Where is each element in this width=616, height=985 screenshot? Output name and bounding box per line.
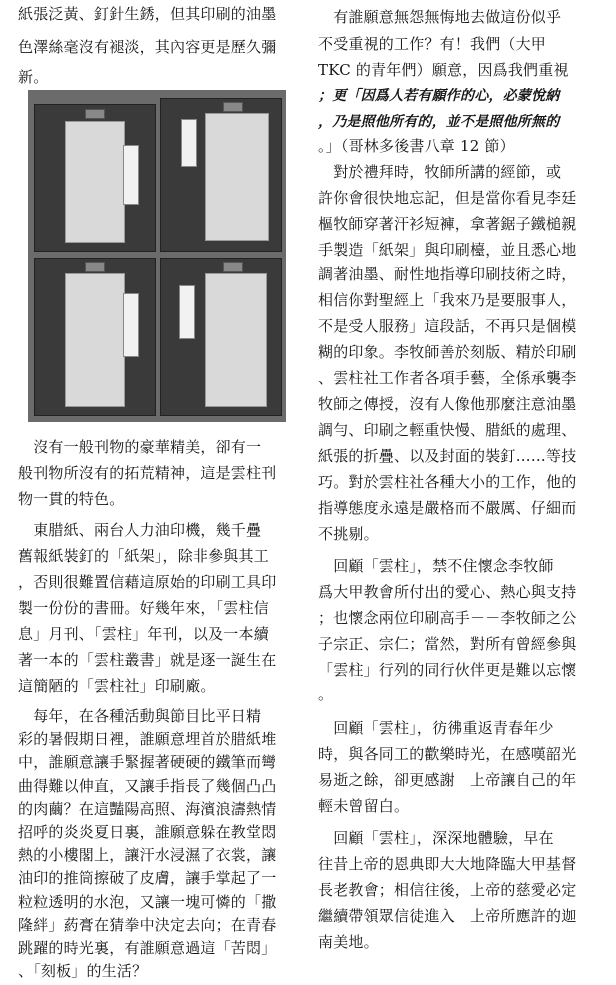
text-line: 長老教會；相信往後，上帝的慈愛必定 <box>318 881 577 899</box>
spine-label <box>123 293 139 357</box>
text-line: 沒有一般刊物的豪華精美，卻有一 <box>18 438 262 456</box>
text-line: ；也懷念兩位印刷高手－－李牧師之公 <box>318 609 577 627</box>
text-line: 東腊紙、兩台人力油印機，幾千疊 <box>18 521 262 539</box>
text-line: 紙張泛黃、釘針生銹，但其印刷的油墨 <box>18 5 277 23</box>
binder-board <box>160 258 282 416</box>
binder-board <box>34 258 156 416</box>
spine-label <box>179 285 195 339</box>
text-line: 南美地。 <box>318 933 379 951</box>
text-line: 「雲柱」行列的同行伙伴更是難以忘懷 <box>318 661 577 679</box>
text-line: 招呼的炎炎夏日裏，誰願意躲在教堂悶 <box>18 823 277 841</box>
text-line: 易逝之餘，卻更感謝 上帝讓自己的年 <box>318 771 577 789</box>
text-line: 著一本的「雲柱叢書」就是逐一誕生在 <box>18 651 277 669</box>
text-line: 跳躍的時光裏，有誰願意過這「苦悶」 <box>18 939 277 957</box>
text-line: TKC 的青年們）願意，因爲我們重視 <box>318 61 569 79</box>
text-line: 許你會很快地忘記，但是當你看見李廷 <box>318 189 577 207</box>
text-line: 粒粒透明的水泡，又讓一塊可憐的「撒 <box>18 892 277 911</box>
text-line: 往昔上帝的恩典即大大地降臨大甲基督 <box>318 855 577 873</box>
text-line: 調勻、印刷之輕重快慢、腊紙的處理、 <box>318 421 577 439</box>
text-line: 紙張的折疊、以及封面的裝釘……等技 <box>318 447 577 465</box>
booklet-cover <box>205 113 269 241</box>
text-line: 物一貫的特色。 <box>18 490 125 508</box>
text-line: 不挑剔。 <box>318 525 379 543</box>
binder-clip <box>85 262 105 272</box>
text-line: 彩的暑假期日裡，誰願意埋首於腊紙堆 <box>18 730 277 749</box>
text-line: 、雲柱社工作者各項手藝，全係承襲李 <box>318 369 577 387</box>
text-line: 舊報紙裝釘的「紙架」，除非參與其工 <box>18 547 269 565</box>
text-line: 牧師之傳授，沒有人像他那麼注意油墨 <box>318 395 577 413</box>
text-line: 時，與各同工的歡樂時光，在感嘆韶光 <box>318 745 577 763</box>
text-line: 樞牧師穿著汗衫短褲，拿著鋸子鐵槌親 <box>318 215 577 233</box>
text-line: 每年，在各種活動與節目比平日精 <box>18 707 262 725</box>
text-line: 回顧「雲柱」，深深地體驗，早在 <box>318 829 554 847</box>
text-line: 相信你對聖經上「我來乃是要服事人， <box>318 291 577 309</box>
text-line: 回顧「雲柱」，彷彿重返青春年少 <box>318 719 554 737</box>
publications-photo <box>28 90 286 422</box>
text-line: 輕未曾留白。 <box>318 797 410 815</box>
binder-clip <box>223 262 243 272</box>
binder-board <box>160 98 282 252</box>
text-line: 繼續帶領眾信徒進入 上帝所應許的迦 <box>318 907 577 925</box>
booklet-cover <box>65 121 125 243</box>
text-line: 爲大甲教會所付出的愛心、熱心與支持 <box>318 583 577 601</box>
text-line: 調著油墨、耐性地指導印刷技術之時， <box>318 265 577 283</box>
text-line: ，否則很難置信藉這原始的印刷工具印 <box>18 573 277 591</box>
text-line: 曲得難以伸直，又讓手指長了幾個凸凸 <box>18 776 277 795</box>
text-line: 製一份份的書冊。好幾年來，「雲柱信 <box>18 599 269 617</box>
spine-label <box>181 119 197 167</box>
quote-line: ，乃是照他所有的，並不是照他所無的 <box>318 114 560 130</box>
text-line: 色澤絲毫沒有褪淡，其內容更是歷久彌 <box>18 38 277 56</box>
binder-clip <box>223 102 243 112</box>
binder-board <box>34 104 156 252</box>
text-line: 糊的印象。李牧師善於刻版、精於印刷 <box>318 343 577 361</box>
text-line: 回顧「雲柱」，禁不住懷念李牧師 <box>318 557 554 575</box>
text-line: 這簡陋的「雲柱社」印刷廠。 <box>18 677 216 695</box>
text-line: 中，誰願意讓手緊握著硬硬的鐵筆而彎 <box>18 753 277 772</box>
text-line: 子宗正、宗仁；當然，對所有曾經參與 <box>318 635 577 653</box>
text-line: 。 <box>318 685 334 703</box>
text-line: 巧。對於雲柱社各種大小的工作，他的 <box>318 473 577 491</box>
text-line: 。」（哥林多後書八章 12 節） <box>318 137 515 155</box>
text-line: 隆絆」葯膏在猜拳中決定去向；在青春 <box>18 915 277 934</box>
text-line: 不受重視的工作？有！我們（大甲 <box>318 35 547 53</box>
booklet-cover <box>65 273 125 407</box>
text-line: 手製造「紙架」與印刷檯，並且悉心地 <box>318 241 577 259</box>
text-line: 油印的推筒擦破了皮膚，讓手掌起了一 <box>18 869 277 888</box>
text-line: 、「刻板」的生活？ <box>18 962 148 981</box>
text-line: 不是受人服務」這段話，不再只是個模 <box>318 317 577 335</box>
binder-clip <box>85 109 105 119</box>
text-line: 熱的小樓閣上，讓汗水浸濕了衣裳，讓 <box>18 846 277 865</box>
spine-label <box>123 145 139 205</box>
text-line: 新。 <box>18 68 49 86</box>
booklet-cover <box>205 273 267 407</box>
text-line: 的肉繭？在這豔陽高照、海濱浪濤熱情 <box>18 799 277 818</box>
quote-line: ；更「因爲人若有願作的心，必蒙悅納 <box>318 88 560 104</box>
text-line: 般刊物所沒有的拓荒精神，這是雲柱刊 <box>18 464 277 482</box>
text-line: 對於禮拜時，牧師所講的經節，或 <box>318 163 562 181</box>
text-line: 指導態度永遠是嚴格而不嚴厲、仔細而 <box>318 499 577 517</box>
text-line: 有誰願意無怨無悔地去做這份似乎 <box>318 8 562 26</box>
text-line: 息」月刊、「雲柱」年刊，以及一本續 <box>18 625 269 643</box>
